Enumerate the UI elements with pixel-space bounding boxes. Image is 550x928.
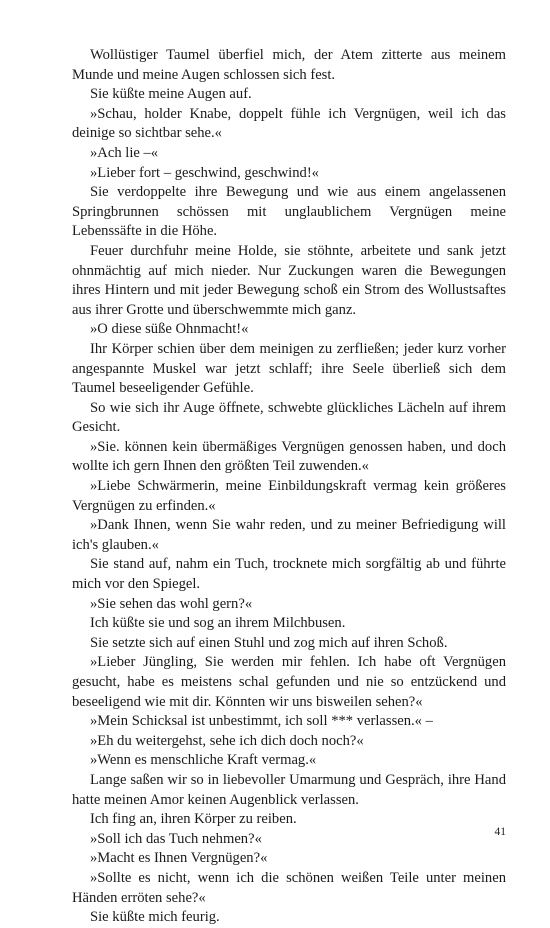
- paragraph: »Dank Ihnen, wenn Sie wahr reden, und zu meiner Befriedigung will ich's glauben.«: [72, 517, 506, 553]
- paragraph: »Schau, holder Knabe, doppelt fühle ich Vergnügen, weil ich das deinige so sichtbar sehe.«: [72, 105, 506, 142]
- paragraph: »Mein Schicksal ist unbestimmt, ich soll *** verlassen.« –: [90, 713, 433, 730]
- paragraph: Ich fing an, ihren Körper zu reiben.: [90, 811, 297, 828]
- paragraph: Sie verdoppelte ihre Bewegung und wie aus einem angelassenen Springbrunnen schössen mit unglaublichem Vergnügen meine Lebenssäfte in die Höhe.: [72, 184, 506, 240]
- paragraph: »Ach lie –«: [90, 144, 159, 161]
- paragraph: Sie küßte meine Augen auf.: [90, 86, 252, 103]
- paragraph: Ihr Körper schien über dem meinigen zu zerfließen; jeder kurz vorher angespannte Muskel war jetzt schlaff; ihre Seele überließ sich dem Taumel beseeligender Gefühle.: [72, 340, 506, 397]
- paragraph: »Soll ich das Tuch nehmen?«: [90, 830, 262, 847]
- paragraph: Ich küßte sie und sog an ihrem Milchbusen.: [90, 615, 346, 632]
- paragraph: »Eh du weitergehst, sehe ich dich doch noch?«: [90, 732, 364, 749]
- paragraph: »Sie sehen das wohl gern?«: [90, 595, 253, 612]
- paragraph: Sie setzte sich auf einen Stuhl und zog mich auf ihren Schoß.: [90, 634, 448, 651]
- paragraph: Wollüstiger Taumel überfiel mich, der Atem zitterte aus meinem Munde und meine Augen schlossen sich fest.: [72, 47, 506, 83]
- paragraph: Sie küßte mich feurig.: [90, 909, 220, 926]
- paragraph: »Lieber fort – geschwind, geschwind!«: [90, 164, 319, 181]
- paragraph: Sie stand auf, nahm ein Tuch, trocknete mich sorgfältig ab und führte mich vor den Spiegel.: [72, 556, 506, 593]
- paragraph: Lange saßen wir so in liebevoller Umarmung und Gespräch, ihre Hand hatte meinen Amor keinen Augenblick verlassen.: [72, 771, 506, 808]
- body-text: [72, 46, 506, 928]
- paragraph: »Wenn es menschliche Kraft vermag.«: [90, 752, 317, 769]
- paragraph: »Lieber Jüngling, Sie werden mir fehlen. Ich habe oft Vergnügen gesucht, habe es meistens schal gefunden und nie so entzückend und beseeligend wie mit dir. Könnten wir uns bisweilen sehen?«: [72, 654, 506, 710]
- paragraph: »Sie. können kein übermäßiges Vergnügen genossen haben, und doch wollte ich gern Ihnen den größten Teil zuwenden.«: [72, 438, 506, 475]
- paragraph: »Macht es Ihnen Vergnügen?«: [90, 850, 268, 867]
- paragraph: So wie sich ihr Auge öffnete, schwebte glückliches Lächeln auf ihrem Gesicht.: [72, 399, 506, 436]
- paragraph: Feuer durchfuhr meine Holde, sie stöhnte, arbeitete und sank jetzt ohnmächtig auf mich nieder. Nur Zuckungen waren die Bewegungen ihres Hintern und mit jeder Bewegung schoß ein Strom des Wollustsaftes aus ihrer Grotte und überschwemmte mich ganz.: [72, 242, 506, 318]
- paragraph: »Liebe Schwärmerin, meine Einbildungskraft vermag kein größeres Vergnügen zu erfinden.«: [72, 478, 506, 514]
- paragraph: »Sollte es nicht, wenn ich die schönen weißen Teile unter meinen Händen erröten sehe?«: [72, 869, 506, 906]
- page-number: 41: [494, 826, 506, 838]
- paragraph: »O diese süße Ohnmacht!«: [90, 321, 249, 338]
